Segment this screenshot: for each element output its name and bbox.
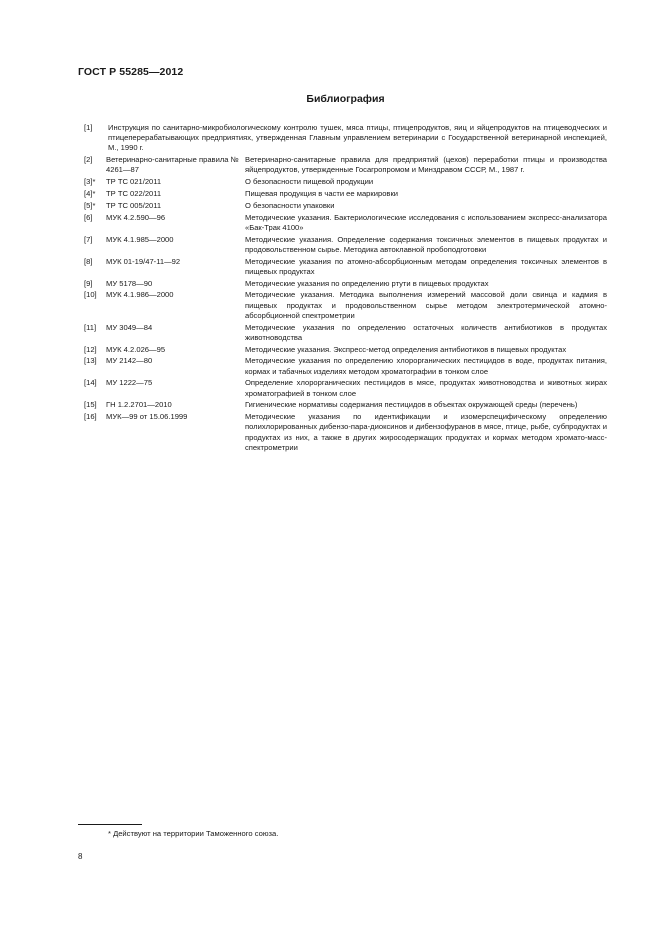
bibliography-entry — [84, 323, 607, 343]
entry-number: [16] — [84, 412, 97, 422]
entry-description: Гигиенические нормативы содержания пестицидов в объектах окружающей среды (перечень) — [245, 400, 578, 410]
entry-description: Методические указания. Методика выполнения измерений массовой доли свинца и кадмия в пищевых продуктах и продовольственном сырье методом электротермической атомно-абсорбционной спектрометрии — [245, 290, 607, 320]
bibliography-entry — [84, 400, 607, 410]
entry-number: [3]* — [84, 177, 96, 187]
entry-code: МУ 2142—80 — [106, 356, 153, 366]
entry-number: [1] — [84, 123, 93, 132]
entry-code: МУК 4.2.590—96 — [106, 212, 166, 222]
entry-description: Методические указания. Экспресс-метод определения антибиотиков в пищевых продуктах — [245, 344, 567, 354]
entry-description: О безопасности пищевой продукции — [245, 177, 374, 187]
entry-code: МУ 1222—75 — [106, 378, 153, 388]
entry-number: [12] — [84, 344, 97, 354]
entry-description: Методические указания по определению хлорорганических пестицидов в воде, продуктах питания, кормах и табачных изделиях методом хроматографии в тонком слое — [245, 356, 607, 376]
bibliography-entry — [84, 378, 607, 398]
bibliography-title: Библиография — [306, 93, 385, 105]
entry-description: Методические указания по определению ртути в пищевых продуктах — [245, 278, 489, 288]
entry-description: Методические указания по определению остаточных количеств антибиотиков в продуктах животноводства — [245, 322, 607, 342]
entry-code: Ветеринарно-санитарные правила № 4261—87 — [106, 155, 239, 175]
entry-description: Методические указания по идентификации и изомерспецифическому определению полихлорированных дибензо-пара-диоксинов и дибензофуранов в мясе, птице, рыбе, субпродуктах и продуктах из них, а также в других жиросодержащих продуктах и кормах методом хромато-масс-спектрометрии — [245, 412, 607, 452]
entry-description: Инструкция по санитарно-микробиологическому контролю тушек, мяса птицы, птицепродуктов, яиц и яйцепродуктов на птицеводческих и птицеперерабатывающих предприятиях, утвержденная Главным управлением ветеринарии с Государственной ветеринарной инспекцией, М., 1990 г. — [108, 123, 607, 153]
bibliography-entry — [84, 412, 607, 453]
entry-code: МУК—99 от 15.06.1999 — [106, 412, 188, 422]
bibliography-entry — [84, 279, 607, 289]
bibliography-list — [84, 123, 607, 455]
entry-description: Пищевая продукция в части ее маркировки — [245, 189, 399, 198]
bibliography-entry — [84, 290, 607, 321]
entry-code: ТР ТС 021/2011 — [106, 177, 162, 187]
entry-code: МУ 3049—84 — [106, 322, 153, 332]
entry-code: ГН 1.2.2701—2010 — [106, 400, 172, 410]
entry-number: [15] — [84, 400, 97, 410]
entry-number: [4]* — [84, 189, 96, 198]
entry-code: МУ 5178—90 — [106, 278, 153, 288]
bibliography-entry — [84, 177, 607, 187]
entry-description: Методические указания. Определение содержания токсичных элементов в пищевых продуктах и продовольственном сырье. Методика автоклавной пробоподготовки — [245, 234, 607, 254]
footnote-divider — [78, 824, 142, 825]
entry-number: [6] — [84, 212, 93, 222]
entry-code: ТР ТС 005/2011 — [106, 200, 162, 210]
entry-number: [9] — [84, 278, 93, 288]
entry-code: МУК 4.2.026—95 — [106, 344, 166, 354]
entry-description: Ветеринарно-санитарные правила для предприятий (цехов) переработки птицы и производства яйцепродуктов, утвержденные Госагропромом и Минздравом СССР, М., 1987 г. — [245, 155, 607, 175]
bibliography-entry — [84, 123, 607, 154]
entry-number: [7] — [84, 234, 93, 244]
entry-number: [8] — [84, 256, 93, 266]
bibliography-entry — [84, 189, 607, 199]
bibliography-entry — [84, 201, 607, 211]
entry-code: ТР ТС 022/2011 — [106, 189, 162, 198]
entry-description: Методические указания. Бактериологические исследования с использованием экспресс-анализатора «Бак-Трак 4100» — [245, 212, 607, 232]
entry-number: [11] — [84, 322, 97, 332]
entry-number: [14] — [84, 378, 97, 388]
entry-description: Методические указания по атомно-абсорбционным методам определения токсичных элементов в пищевых продуктах — [245, 256, 607, 276]
footnote: * Действуют на территории Таможенного союза. — [108, 829, 279, 838]
entry-number: [10] — [84, 290, 97, 300]
entry-code: МУК 4.1.985—2000 — [106, 234, 174, 244]
entry-code: МУК 01-19/47-11—92 — [106, 256, 181, 266]
entry-number: [5]* — [84, 200, 96, 210]
page-number: 8 — [78, 852, 83, 861]
document-header: ГОСТ Р 55285—2012 — [78, 66, 184, 78]
bibliography-entry — [84, 235, 607, 255]
bibliography-entry — [84, 213, 607, 233]
entry-number: [13] — [84, 356, 97, 366]
entry-description: Определение хлорорганических пестицидов в мясе, продуктах животноводства и животных жирах хроматографией в тонком слое — [245, 378, 607, 398]
entry-description: О безопасности упаковки — [245, 200, 335, 210]
bibliography-entry — [84, 356, 607, 376]
entry-number: [2] — [84, 155, 93, 165]
bibliography-entry — [84, 345, 607, 355]
entry-code: МУК 4.1.986—2000 — [106, 290, 174, 300]
bibliography-entry — [84, 155, 607, 175]
bibliography-entry — [84, 257, 607, 277]
